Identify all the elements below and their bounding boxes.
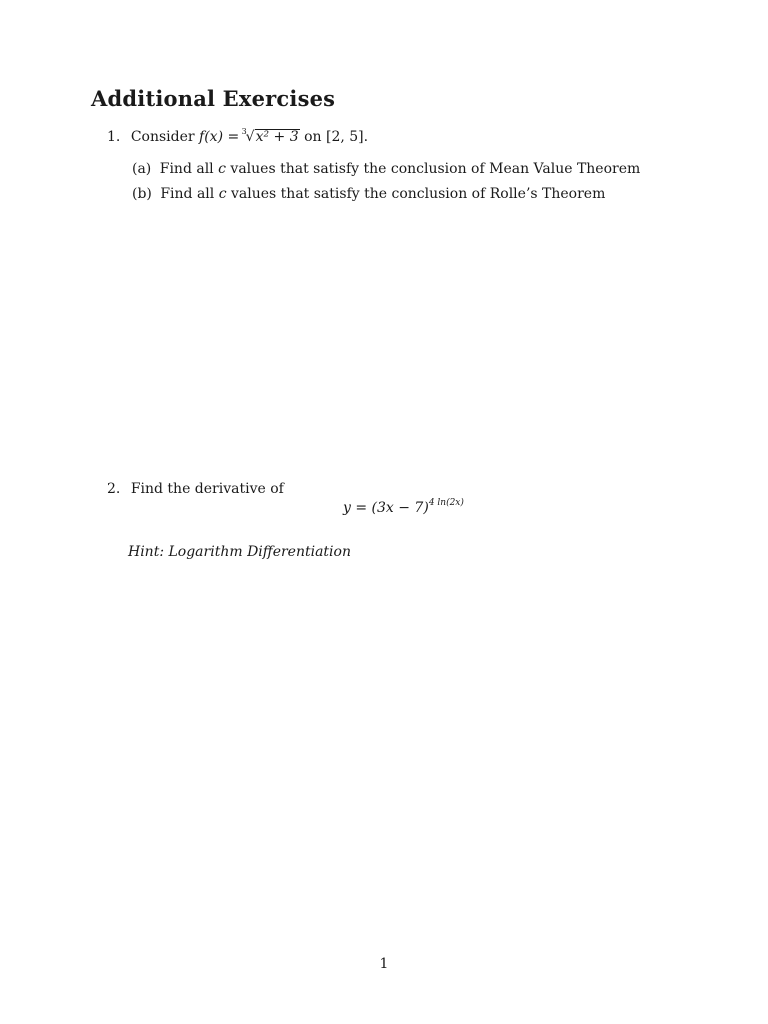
problem-1-part-a	[132, 160, 640, 178]
part-a-text-2: values that satisfy the conclusion of Mean Value Theorem	[230, 161, 641, 177]
part-a-text-1: Find all	[159, 161, 214, 177]
problem-1-interval: on [2, 5].	[304, 129, 369, 145]
part-b-text-2: values that satisfy the conclusion of Rolle’s Theorem	[231, 186, 606, 202]
problem-2-statement	[107, 480, 284, 498]
problem-2-number: 2.	[107, 481, 121, 497]
part-a-label: (a)	[132, 161, 152, 177]
part-a-c: c	[218, 161, 226, 177]
problem-2-text: Find the derivative of	[130, 481, 284, 497]
equation-exponent: 4 ln(2x)	[428, 498, 464, 508]
page-title: Additional Exercises	[91, 86, 336, 111]
page-number: 1	[379, 956, 389, 972]
derivative-equation	[343, 499, 464, 517]
function-lhs: f(x) =	[199, 129, 240, 145]
problem-1-number: 1.	[107, 129, 121, 145]
problem-1-part-b	[132, 185, 605, 203]
part-b-label: (b)	[132, 186, 152, 202]
part-b-c: c	[218, 186, 227, 202]
problem-1-statement	[107, 128, 368, 146]
part-b-text-1: Find all	[160, 186, 215, 202]
root-index: 3	[241, 127, 247, 136]
radicand: x² + 3	[255, 129, 299, 145]
problem-1-intro: Consider	[130, 129, 195, 145]
hint-text: Hint: Logarithm Differentiation	[128, 544, 351, 560]
cube-root: 3 √x² + 3	[244, 128, 300, 146]
equation-base: y = (3x − 7)	[343, 500, 429, 516]
